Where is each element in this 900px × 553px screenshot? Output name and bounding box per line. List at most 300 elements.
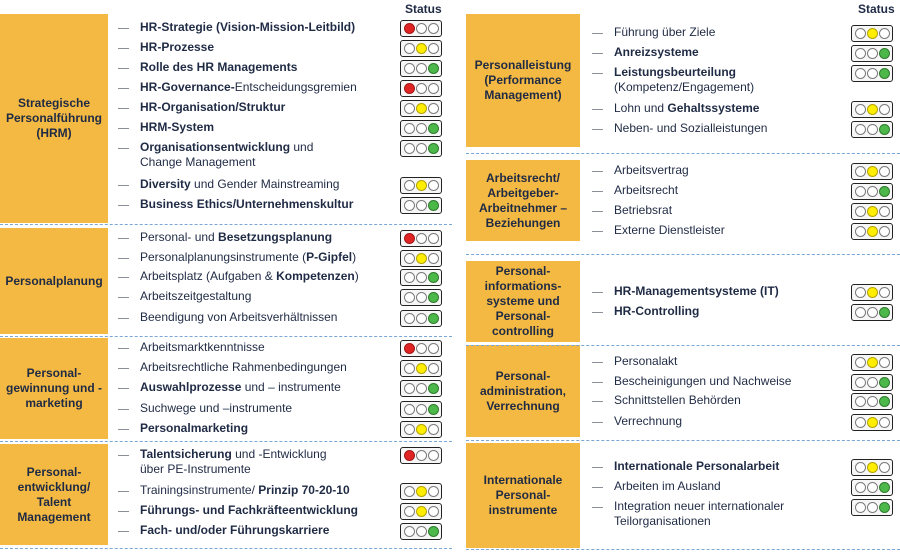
status-header-left: Status xyxy=(405,2,442,16)
status-yellow-lamp xyxy=(416,83,427,94)
bullet-dash xyxy=(118,148,129,149)
status-red-lamp xyxy=(855,68,866,79)
status-traffic-light xyxy=(400,60,442,77)
bullet-dash xyxy=(118,368,129,369)
status-green-lamp xyxy=(428,383,439,394)
item-text: Externe Dienstleister xyxy=(614,223,725,237)
item-label xyxy=(614,163,689,178)
status-red-lamp xyxy=(855,186,866,197)
status-traffic-light xyxy=(851,183,893,200)
status-red-lamp xyxy=(855,166,866,177)
item-text-bold: HR-Strategie (Vision-Mission-Leitbild) xyxy=(140,20,356,34)
status-green-lamp xyxy=(879,396,890,407)
item-line xyxy=(140,120,214,135)
item-text-bold: Besetzungsplanung xyxy=(218,230,333,244)
item-text: und xyxy=(290,140,314,154)
bullet-dash xyxy=(118,238,129,239)
bullet-dash xyxy=(118,531,129,532)
status-yellow-lamp xyxy=(416,272,427,283)
status-red-lamp xyxy=(404,233,415,244)
status-green-lamp xyxy=(879,357,890,368)
status-green-lamp xyxy=(879,186,890,197)
category-box: Personal-informations-systeme und Personal-controlling xyxy=(466,261,580,342)
status-yellow-lamp xyxy=(867,186,878,197)
item-line xyxy=(614,284,779,299)
status-traffic-light xyxy=(400,289,442,306)
item-text: Führung über Ziele xyxy=(614,25,716,39)
bullet-dash xyxy=(592,211,603,212)
item-line xyxy=(140,310,337,325)
status-green-lamp xyxy=(428,23,439,34)
bullet-dash xyxy=(592,292,603,293)
status-yellow-lamp xyxy=(867,28,878,39)
status-traffic-light xyxy=(851,459,893,476)
bullet-dash xyxy=(592,467,603,468)
item-text-bold: Kompetenzen xyxy=(276,269,355,283)
item-label xyxy=(614,203,672,218)
status-green-lamp xyxy=(879,68,890,79)
item-text-bold: Auswahlprozesse xyxy=(140,380,242,394)
status-yellow-lamp xyxy=(416,313,427,324)
item-line xyxy=(614,65,754,80)
status-red-lamp xyxy=(404,313,415,324)
status-traffic-light xyxy=(851,121,893,138)
item-label xyxy=(140,120,214,135)
item-label xyxy=(140,289,251,304)
bullet-dash xyxy=(592,191,603,192)
item-line-2: (Kompetenz/Engagement) xyxy=(614,80,755,94)
status-yellow-lamp xyxy=(867,396,878,407)
bullet-dash xyxy=(118,455,129,456)
item-line xyxy=(140,177,339,192)
status-yellow-lamp xyxy=(867,357,878,368)
item-label xyxy=(614,374,791,389)
item-text-bold: Organisationsentwicklung xyxy=(140,140,291,154)
item-line xyxy=(614,499,784,514)
item-text: Arbeitsplatz (Aufgaben & xyxy=(140,269,277,283)
section-divider xyxy=(466,254,900,255)
bullet-dash xyxy=(118,429,129,430)
status-traffic-light xyxy=(400,177,442,194)
item-text-bold: Personalmarketing xyxy=(140,421,249,435)
section-divider xyxy=(0,336,452,337)
item-text: Bescheinigungen und Nachweise xyxy=(614,374,792,388)
status-yellow-lamp xyxy=(867,124,878,135)
status-yellow-lamp xyxy=(416,383,427,394)
item-line xyxy=(140,340,265,355)
bullet-dash xyxy=(118,108,129,109)
status-yellow-lamp xyxy=(416,43,427,54)
item-text: Schnittstellen Behörden xyxy=(614,393,741,407)
status-yellow-lamp xyxy=(416,506,427,517)
status-traffic-light xyxy=(400,310,442,327)
item-label xyxy=(140,401,292,416)
status-red-lamp xyxy=(404,363,415,374)
status-red-lamp xyxy=(855,482,866,493)
item-label xyxy=(614,183,678,198)
status-green-lamp xyxy=(428,526,439,537)
item-text: Neben- und Sozialleistungen xyxy=(614,121,768,135)
status-traffic-light xyxy=(851,374,893,391)
status-yellow-lamp xyxy=(416,23,427,34)
category-box: Internationale Personal-instrumente xyxy=(466,443,580,548)
status-traffic-light xyxy=(400,197,442,214)
status-green-lamp xyxy=(879,482,890,493)
item-line xyxy=(140,230,332,245)
item-text: Entscheidungsgremien xyxy=(234,80,357,94)
item-label xyxy=(614,459,779,474)
right-column xyxy=(466,0,900,553)
status-red-lamp xyxy=(855,206,866,217)
status-traffic-light xyxy=(400,250,442,267)
status-yellow-lamp xyxy=(867,417,878,428)
item-line xyxy=(614,479,721,494)
status-red-lamp xyxy=(404,424,415,435)
item-text-bold: Führungs- und Fachkräfteentwicklung xyxy=(140,503,359,517)
section-divider xyxy=(466,440,900,441)
category-box: Personalplanung xyxy=(0,228,108,334)
status-green-lamp xyxy=(879,307,890,318)
item-label xyxy=(140,60,297,75)
item-line xyxy=(140,100,285,115)
item-label xyxy=(614,414,682,429)
bullet-dash xyxy=(118,185,129,186)
bullet-dash xyxy=(118,297,129,298)
item-label xyxy=(614,479,721,494)
status-yellow-lamp xyxy=(867,502,878,513)
item-line xyxy=(614,183,678,198)
item-line xyxy=(614,414,682,429)
status-traffic-light xyxy=(851,65,893,82)
category-box: Personalleistung (Performance Management) xyxy=(466,14,580,147)
status-red-lamp xyxy=(855,226,866,237)
status-traffic-light xyxy=(851,25,893,42)
item-line xyxy=(614,45,699,60)
status-header-right: Status xyxy=(858,2,895,16)
status-red-lamp xyxy=(404,383,415,394)
status-green-lamp xyxy=(428,103,439,114)
item-label xyxy=(140,483,350,498)
status-red-lamp xyxy=(404,43,415,54)
status-green-lamp xyxy=(428,313,439,324)
item-text: und -Entwicklung xyxy=(231,447,327,461)
status-red-lamp xyxy=(855,287,866,298)
item-line xyxy=(140,269,359,284)
bullet-dash xyxy=(118,409,129,410)
bullet-dash xyxy=(118,277,129,278)
bullet-dash xyxy=(592,487,603,488)
item-label xyxy=(614,101,759,116)
item-label xyxy=(140,310,337,325)
item-text: Trainingsinstrumente/ xyxy=(140,483,259,497)
item-text: Personalplanungsinstrumente ( xyxy=(140,250,307,264)
status-traffic-light xyxy=(851,414,893,431)
status-yellow-lamp xyxy=(416,424,427,435)
item-text: Lohn und xyxy=(614,101,668,115)
item-text-bold: Internationale Personalarbeit xyxy=(614,459,780,473)
bullet-dash xyxy=(118,128,129,129)
status-yellow-lamp xyxy=(867,307,878,318)
status-yellow-lamp xyxy=(867,462,878,473)
item-text-bold: Gehaltssysteme xyxy=(667,101,760,115)
item-text: Arbeitsvertrag xyxy=(614,163,689,177)
status-green-lamp xyxy=(879,226,890,237)
section-divider xyxy=(466,153,900,154)
item-line xyxy=(140,80,357,95)
bullet-dash xyxy=(118,348,129,349)
item-label xyxy=(140,340,265,355)
status-yellow-lamp xyxy=(416,63,427,74)
bullet-dash xyxy=(592,53,603,54)
status-yellow-lamp xyxy=(416,486,427,497)
status-green-lamp xyxy=(879,417,890,428)
status-red-lamp xyxy=(404,506,415,517)
status-yellow-lamp xyxy=(416,526,427,537)
status-traffic-light xyxy=(851,304,893,321)
item-text: Personalakt xyxy=(614,354,678,368)
status-traffic-light xyxy=(400,100,442,117)
status-yellow-lamp xyxy=(416,143,427,154)
category-box: Personal-entwicklung/ Talent Management xyxy=(0,444,108,545)
item-line xyxy=(614,374,791,389)
item-text-bold: Anreizsysteme xyxy=(614,45,699,59)
status-traffic-light xyxy=(851,45,893,62)
item-text-bold: P-Gipfel xyxy=(306,250,353,264)
item-line xyxy=(140,401,292,416)
status-yellow-lamp xyxy=(867,68,878,79)
bullet-dash xyxy=(118,28,129,29)
item-line xyxy=(140,483,350,498)
item-text-bold: HR-Prozesse xyxy=(140,40,215,54)
item-line-2: Change Management xyxy=(140,155,256,169)
status-green-lamp xyxy=(428,43,439,54)
item-text: Arbeitsrecht xyxy=(614,183,679,197)
item-text-bold: Rolle des HR Managements xyxy=(140,60,298,74)
item-line xyxy=(140,447,327,462)
item-label xyxy=(614,223,725,238)
status-red-lamp xyxy=(855,48,866,59)
status-green-lamp xyxy=(879,124,890,135)
item-text-bold: HR-Organisation/Struktur xyxy=(140,100,286,114)
status-green-lamp xyxy=(428,404,439,415)
status-red-lamp xyxy=(404,23,415,34)
section-divider xyxy=(466,345,900,346)
status-red-lamp xyxy=(404,103,415,114)
status-green-lamp xyxy=(879,287,890,298)
item-text: und – instrumente xyxy=(241,380,341,394)
status-traffic-light xyxy=(851,499,893,516)
status-red-lamp xyxy=(404,63,415,74)
status-red-lamp xyxy=(855,462,866,473)
status-green-lamp xyxy=(879,48,890,59)
item-text: Arbeitszeitgestaltung xyxy=(140,289,252,303)
status-green-lamp xyxy=(428,486,439,497)
item-text-bold: HR-Governance- xyxy=(140,80,235,94)
status-yellow-lamp xyxy=(867,48,878,59)
item-line xyxy=(614,203,672,218)
bullet-dash xyxy=(592,312,603,313)
item-label xyxy=(614,65,754,95)
status-red-lamp xyxy=(855,307,866,318)
status-traffic-light xyxy=(400,80,442,97)
status-green-lamp xyxy=(879,502,890,513)
item-line xyxy=(140,523,329,538)
item-text: Arbeitsrechtliche Rahmenbedingungen xyxy=(140,360,347,374)
category-box: Strategische Personalführung (HRM) xyxy=(0,14,108,223)
status-traffic-light xyxy=(851,284,893,301)
item-text-bold: Prinzip 70-20-10 xyxy=(258,483,350,497)
item-text: Verrechnung xyxy=(614,414,683,428)
status-yellow-lamp xyxy=(416,450,427,461)
item-text: Arbeiten im Ausland xyxy=(614,479,721,493)
status-traffic-light xyxy=(400,447,442,464)
item-label xyxy=(614,45,699,60)
bullet-dash xyxy=(592,422,603,423)
item-line xyxy=(140,20,355,35)
status-yellow-lamp xyxy=(416,363,427,374)
item-label xyxy=(614,304,699,319)
status-yellow-lamp xyxy=(416,103,427,114)
status-yellow-lamp xyxy=(416,123,427,134)
status-traffic-light xyxy=(851,479,893,496)
item-line xyxy=(140,60,297,75)
bullet-dash xyxy=(592,33,603,34)
bullet-dash xyxy=(118,48,129,49)
status-traffic-light xyxy=(400,140,442,157)
item-label xyxy=(140,269,359,284)
item-text-bold: Leistungsbeurteilung xyxy=(614,65,737,79)
item-text: Suchwege und –instrumente xyxy=(140,401,293,415)
status-yellow-lamp xyxy=(867,377,878,388)
status-yellow-lamp xyxy=(416,233,427,244)
status-red-lamp xyxy=(404,450,415,461)
status-traffic-light xyxy=(851,223,893,240)
status-red-lamp xyxy=(855,104,866,115)
status-red-lamp xyxy=(404,180,415,191)
status-green-lamp xyxy=(428,143,439,154)
item-label xyxy=(140,447,327,477)
bullet-dash xyxy=(592,401,603,402)
status-traffic-light xyxy=(400,483,442,500)
status-green-lamp xyxy=(428,180,439,191)
item-line xyxy=(614,101,759,116)
item-label xyxy=(614,121,767,136)
item-line xyxy=(140,360,347,375)
status-traffic-light xyxy=(400,230,442,247)
item-text-bold: HR-Controlling xyxy=(614,304,700,318)
status-red-lamp xyxy=(404,404,415,415)
status-traffic-light xyxy=(851,101,893,118)
status-red-lamp xyxy=(404,253,415,264)
item-text-bold: Business Ethics/Unternehmenskultur xyxy=(140,197,354,211)
item-label xyxy=(140,380,341,395)
item-text-bold: HRM-System xyxy=(140,120,215,134)
status-red-lamp xyxy=(855,396,866,407)
item-label xyxy=(140,230,332,245)
item-line xyxy=(140,250,356,265)
status-green-lamp xyxy=(879,28,890,39)
category-box: Personal-administration, Verrechnung xyxy=(466,345,580,437)
status-yellow-lamp xyxy=(416,200,427,211)
item-line xyxy=(140,503,358,518)
item-label xyxy=(140,250,356,265)
status-yellow-lamp xyxy=(867,104,878,115)
item-line xyxy=(140,421,248,436)
status-traffic-light xyxy=(400,401,442,418)
item-label xyxy=(140,177,339,192)
status-traffic-light xyxy=(400,20,442,37)
item-line xyxy=(140,40,214,55)
item-text-bold: Talentsicherung xyxy=(140,447,232,461)
status-yellow-lamp xyxy=(416,253,427,264)
status-green-lamp xyxy=(428,363,439,374)
item-text: Personal- und xyxy=(140,230,219,244)
status-green-lamp xyxy=(879,377,890,388)
section-divider xyxy=(0,548,452,549)
item-label xyxy=(140,360,347,375)
item-line xyxy=(614,25,715,40)
item-label xyxy=(614,354,677,369)
item-text: ) xyxy=(352,250,357,264)
section-divider xyxy=(0,441,452,442)
bullet-dash xyxy=(118,258,129,259)
status-traffic-light xyxy=(400,503,442,520)
status-green-lamp xyxy=(879,462,890,473)
status-traffic-light xyxy=(400,340,442,357)
bullet-dash xyxy=(592,231,603,232)
item-text-bold: Fach- und/oder Führungskarriere xyxy=(140,523,330,537)
status-yellow-lamp xyxy=(867,206,878,217)
item-line xyxy=(140,380,341,395)
status-green-lamp xyxy=(428,506,439,517)
status-green-lamp xyxy=(428,233,439,244)
status-green-lamp xyxy=(428,272,439,283)
item-label xyxy=(614,25,715,40)
item-line xyxy=(614,223,725,238)
bullet-dash xyxy=(118,88,129,89)
status-yellow-lamp xyxy=(867,287,878,298)
item-label xyxy=(140,20,355,35)
status-yellow-lamp xyxy=(416,404,427,415)
bullet-dash xyxy=(118,205,129,206)
status-traffic-light xyxy=(400,269,442,286)
item-text: Betriebsrat xyxy=(614,203,673,217)
status-green-lamp xyxy=(428,450,439,461)
bullet-dash xyxy=(592,73,603,74)
status-red-lamp xyxy=(855,502,866,513)
item-line xyxy=(614,121,767,136)
status-traffic-light xyxy=(851,163,893,180)
status-green-lamp xyxy=(428,253,439,264)
status-green-lamp xyxy=(879,206,890,217)
status-red-lamp xyxy=(855,417,866,428)
item-text: Arbeitsmarktkenntnisse xyxy=(140,340,265,354)
item-text: Integration neuer internationaler xyxy=(614,499,785,513)
status-green-lamp xyxy=(428,292,439,303)
bullet-dash xyxy=(592,109,603,110)
bullet-dash xyxy=(592,362,603,363)
item-line xyxy=(614,354,677,369)
status-red-lamp xyxy=(404,143,415,154)
bullet-dash xyxy=(592,129,603,130)
item-line xyxy=(614,393,741,408)
item-label xyxy=(140,140,313,170)
bullet-dash xyxy=(592,507,603,508)
status-traffic-light xyxy=(400,40,442,57)
item-label xyxy=(140,421,248,436)
status-green-lamp xyxy=(428,200,439,211)
status-red-lamp xyxy=(404,123,415,134)
